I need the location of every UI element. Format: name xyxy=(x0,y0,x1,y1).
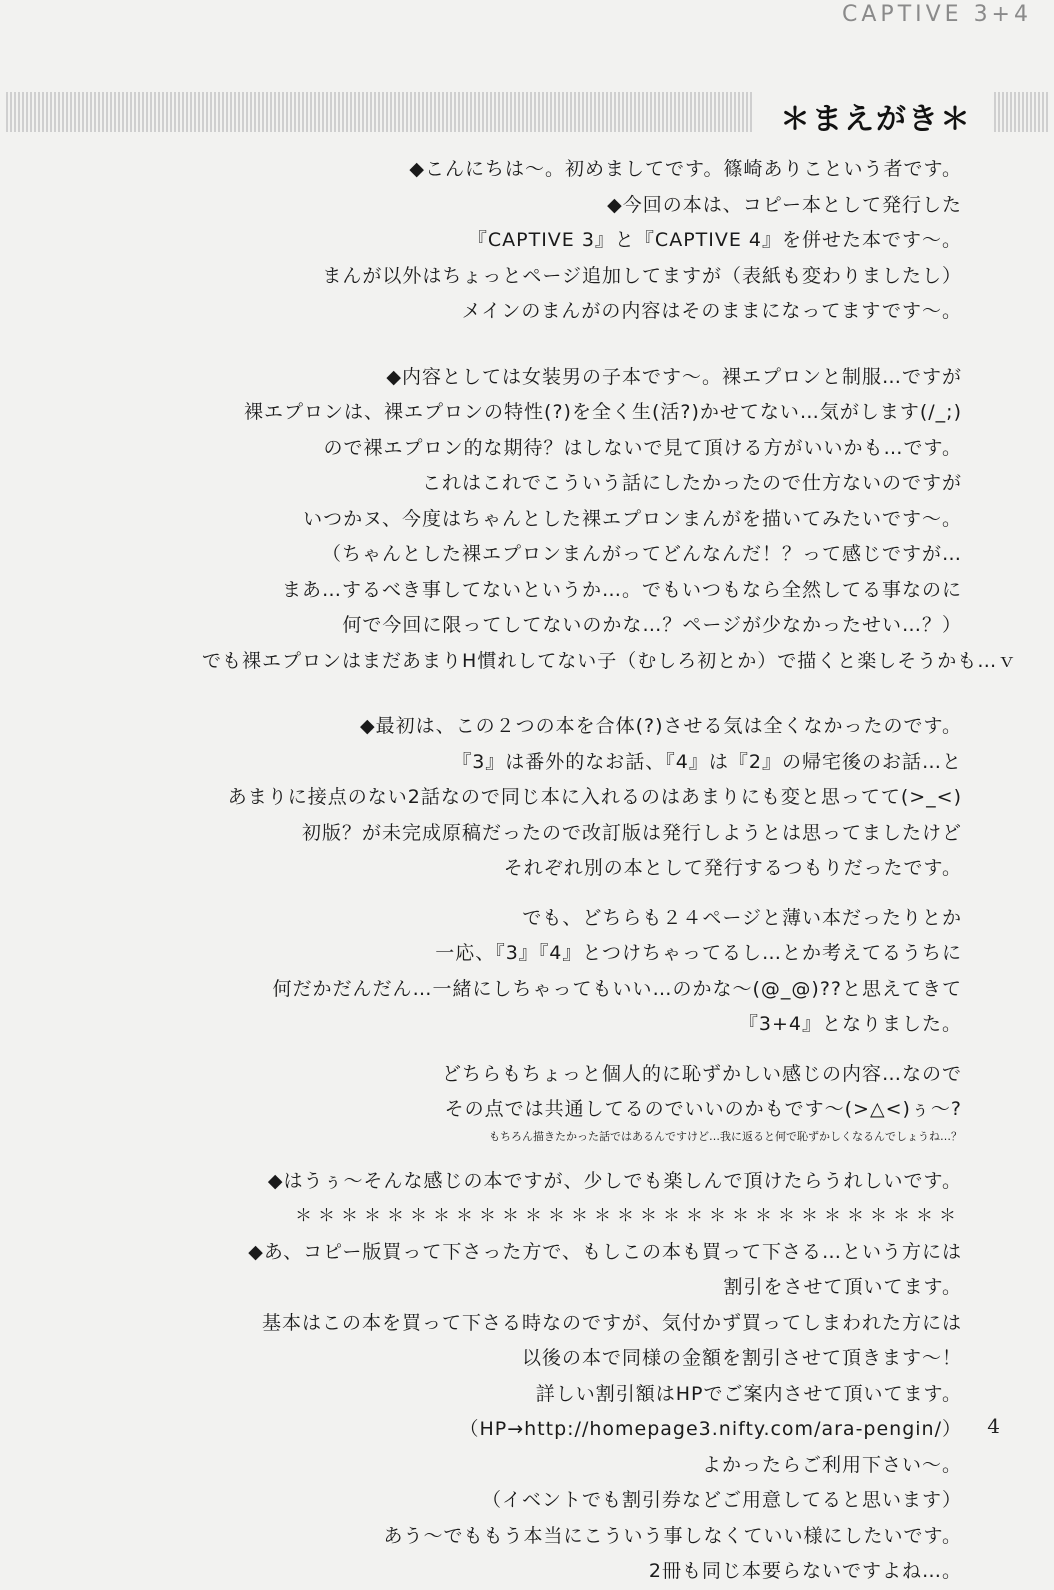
text-line: メインのまんがの内容はそのままになってますです～。 xyxy=(461,300,962,322)
text-line: でも、どちらも２４ページと薄い本だったりとか xyxy=(522,906,962,929)
page-number: 4 xyxy=(987,1414,1000,1438)
text-line: 以後の本で同様の金額を割引させて頂きます～！ xyxy=(521,1347,962,1369)
text-line: 一応、『3』『4』とつけちゃってるし…とか考えてるうちに xyxy=(435,942,962,964)
text-line: 詳しい割引額はHPでご案内させて頂いてます。 xyxy=(535,1382,962,1405)
text-line: 基本はこの本を買って下さる時なのですが、気付かず買ってしまわれた方には xyxy=(261,1311,962,1334)
banner-dot-pattern-left xyxy=(6,92,754,132)
paragraph-2 xyxy=(202,360,1018,680)
paragraph-4 xyxy=(202,901,962,1043)
text-line: ◆内容としては女装男の子本です～。裸エプロンと制服…ですが xyxy=(386,365,962,388)
homepage-url-line: （HP→http://homepage3.nifty.com/ara-pengin/） xyxy=(459,1418,962,1440)
section-banner xyxy=(0,92,1054,137)
text-line: 割引をさせて頂いてます。 xyxy=(723,1276,962,1298)
text-line: 何だかだんだん…一緒にしちゃってもいい…のかな～(@_@)??と思えてきて xyxy=(272,977,962,1000)
text-line: （イベントでも割引券などご用意してると思います） xyxy=(481,1489,962,1511)
star-divider: ＊＊＊＊＊＊＊＊＊＊＊＊＊＊＊＊＊＊＊＊＊＊＊＊＊＊＊＊＊ xyxy=(295,1206,962,1226)
paragraph-6 xyxy=(202,1164,962,1200)
paragraph-spacer xyxy=(202,679,962,709)
text-line: それぞれ別の本として発行するつもりだったです。 xyxy=(503,857,962,879)
text-line: 『CAPTIVE 3』と『CAPTIVE 4』を併せた本です～。 xyxy=(467,229,962,251)
paragraph-5 xyxy=(202,1057,962,1150)
banner-dot-pattern-right xyxy=(994,92,1048,132)
text-line: ので裸エプロン的な期待？はしないで見て頂ける方がいいかも…です。 xyxy=(323,436,962,459)
text-line: ◆はうぅ～そんな感じの本ですが、少しでも楽しんで頂けたらうれしいです。 xyxy=(267,1169,962,1192)
paragraph-1 xyxy=(202,152,962,330)
text-line: よかったらご利用下さい～。 xyxy=(701,1453,962,1476)
preface-body xyxy=(202,152,1018,1590)
paragraph-3 xyxy=(202,709,962,887)
paragraph-spacer xyxy=(202,887,962,901)
text-line: 『3+4』となりました。 xyxy=(738,1013,962,1035)
text-line: ◆最初は、この２つの本を合体(?)させる気は全くなかったのです。 xyxy=(359,715,962,737)
text-line: 初版？が未完成原稿だったので改訂版は発行しようとは思ってましたけど xyxy=(301,821,962,844)
header-title: CAPTIVE 3+4 xyxy=(842,2,1032,27)
text-line: どちらもちょっと個人的に恥ずかしい感じの内容…なので xyxy=(441,1062,962,1085)
banner-title: ＊まえがき＊ xyxy=(780,102,972,137)
text-line: 裸エプロンは、裸エプロンの特性(?)を全く生(活?)かせてない…気がします(/_;) xyxy=(244,401,962,423)
text-line: 『3』は番外的なお話、『4』は『2』の帰宅後のお話…と xyxy=(452,750,962,773)
text-line: その点では共通してるのでいいのかもです～(>△<)ぅ～? xyxy=(444,1098,962,1120)
text-line: 2冊も同じ本要らないですよね…。 xyxy=(648,1560,962,1582)
text-line: 何で今回に限ってしてないのかな…？ページが少なかったせい…？） xyxy=(342,614,962,636)
text-line: ◆こんにちは～。初めましてです。篠崎ありこという者です。 xyxy=(409,158,962,180)
text-line: これはこれでこういう話にしたかったので仕方ないのですが xyxy=(421,472,962,494)
text-line: でも裸エプロンはまだあまりH慣れしてない子（むしろ初とか）で描くと楽しそうかも…ｖ xyxy=(202,649,1018,672)
small-note-line: もちろん描きたかった話ではあるんですけど…我に返ると何で恥ずかしくなるんでしょうね…？ xyxy=(489,1129,962,1143)
text-line: まあ…するべき事してないというか…。でもいつもなら全然してる事なのに xyxy=(281,578,962,601)
paragraph-7 xyxy=(202,1199,962,1590)
text-line: あまりに接点のない2話なので同じ本に入れるのはあまりにも変と思ってて(>_<) xyxy=(227,786,962,808)
text-line: ◆今回の本は、コピー本として発行した xyxy=(607,193,962,216)
text-line: まんが以外はちょっとページ追加してますが（表紙も変わりましたし） xyxy=(322,264,962,287)
text-line: あう～でももう本当にこういう事しなくていい様にしたいです。 xyxy=(383,1524,962,1547)
text-line: （ちゃんとした裸エプロンまんがってどんなんだ！？って感じですが… xyxy=(321,543,962,565)
paragraph-spacer xyxy=(202,1043,962,1057)
paragraph-spacer xyxy=(202,330,962,360)
text-line: ◆あ、コピー版買って下さった方で、もしこの本も買って下さる…という方には xyxy=(248,1240,962,1263)
paragraph-spacer xyxy=(202,1150,962,1164)
text-line: いつかヌ、今度はちゃんとした裸エプロンまんがを描いてみたいです～。 xyxy=(303,507,962,530)
